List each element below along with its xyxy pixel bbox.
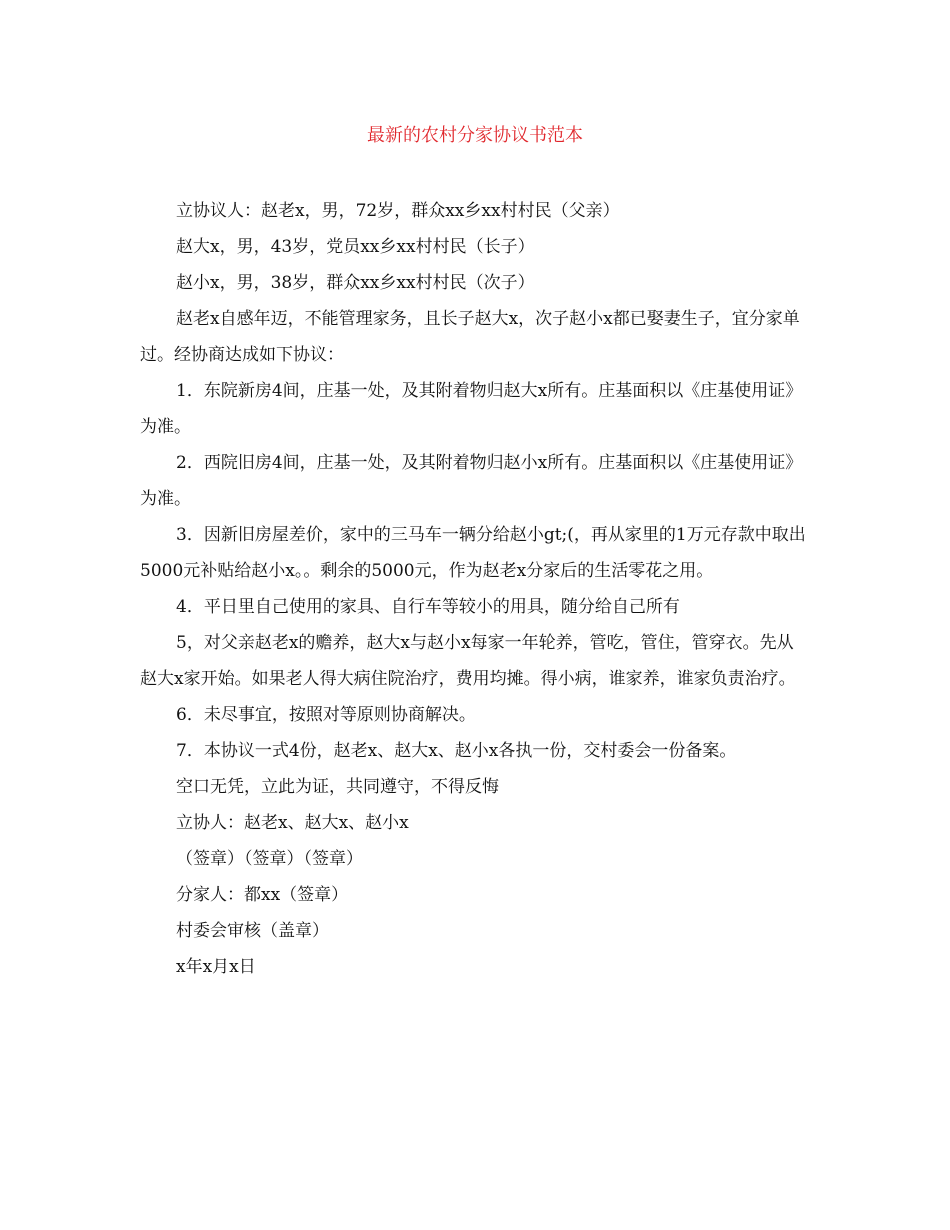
paragraph-clause-6: 6．未尽事宜，按照对等原则协商解决。 xyxy=(176,705,476,725)
paragraph-clause-5: 5，对父亲赵老x的赡养，赵大x与赵小x每家一年轮养，管吃，管住，管穿衣。先从赵大x家开始。如果老人得大病住院治疗，费用均摊。得小病，谁家养，谁家负责治疗。 xyxy=(140,633,796,689)
paragraph-parties-younger-son: 赵小x，男，38岁，群众xx乡xx村村民（次子） xyxy=(176,273,535,293)
paragraph-signature-seals: （签章）（签章）（签章） xyxy=(176,849,363,869)
paragraph-parties-eldest-son: 赵大x，男，43岁，党员xx乡xx村村民（长子） xyxy=(176,237,535,257)
paragraph-preamble: 赵老x自感年迈，不能管理家务，且长子赵大x，次子赵小x都已娶妻生子，宜分家单过。经协商达成如下协议： xyxy=(140,309,800,365)
paragraph-clause-4: 4．平日里自己使用的家具、自行车等较小的用具，随分给自己所有 xyxy=(176,597,680,617)
paragraph-clause-2: 2．西院旧房4间，庄基一处，及其附着物归赵小x所有。庄基面积以《庄基使用证》为准。 xyxy=(140,453,803,509)
paragraph-clause-7: 7．本协议一式4份，赵老x、赵大x、赵小x各执一份，交村委会一份备案。 xyxy=(176,741,737,761)
document-title: 最新的农村分家协议书范本 xyxy=(367,125,583,146)
paragraph-parties-father: 立协议人：赵老x，男，72岁，群众xx乡xx村村民（父亲） xyxy=(176,201,620,221)
paragraph-clause-3: 3．因新旧房屋差价，家中的三马车一辆分给赵小gt;(，再从家里的1万元存款中取出5000元补贴给赵小x。。剩余的5000元，作为赵老x分家后的生活零花之用。 xyxy=(140,525,806,581)
paragraph-closing: 空口无凭，立此为证，共同遵守，不得反悔 xyxy=(176,777,499,797)
paragraph-date: x年x月x日 xyxy=(176,957,256,977)
paragraph-signatories: 立协人：赵老x、赵大x、赵小x xyxy=(176,813,409,833)
document-body xyxy=(140,193,808,985)
paragraph-committee-review: 村委会审核（盖章） xyxy=(176,921,329,941)
paragraph-clause-1: 1．东院新房4间，庄基一处，及其附着物归赵大x所有。庄基面积以《庄基使用证》为准。 xyxy=(140,381,803,437)
paragraph-divider-person: 分家人：都xx（签章） xyxy=(176,885,349,905)
